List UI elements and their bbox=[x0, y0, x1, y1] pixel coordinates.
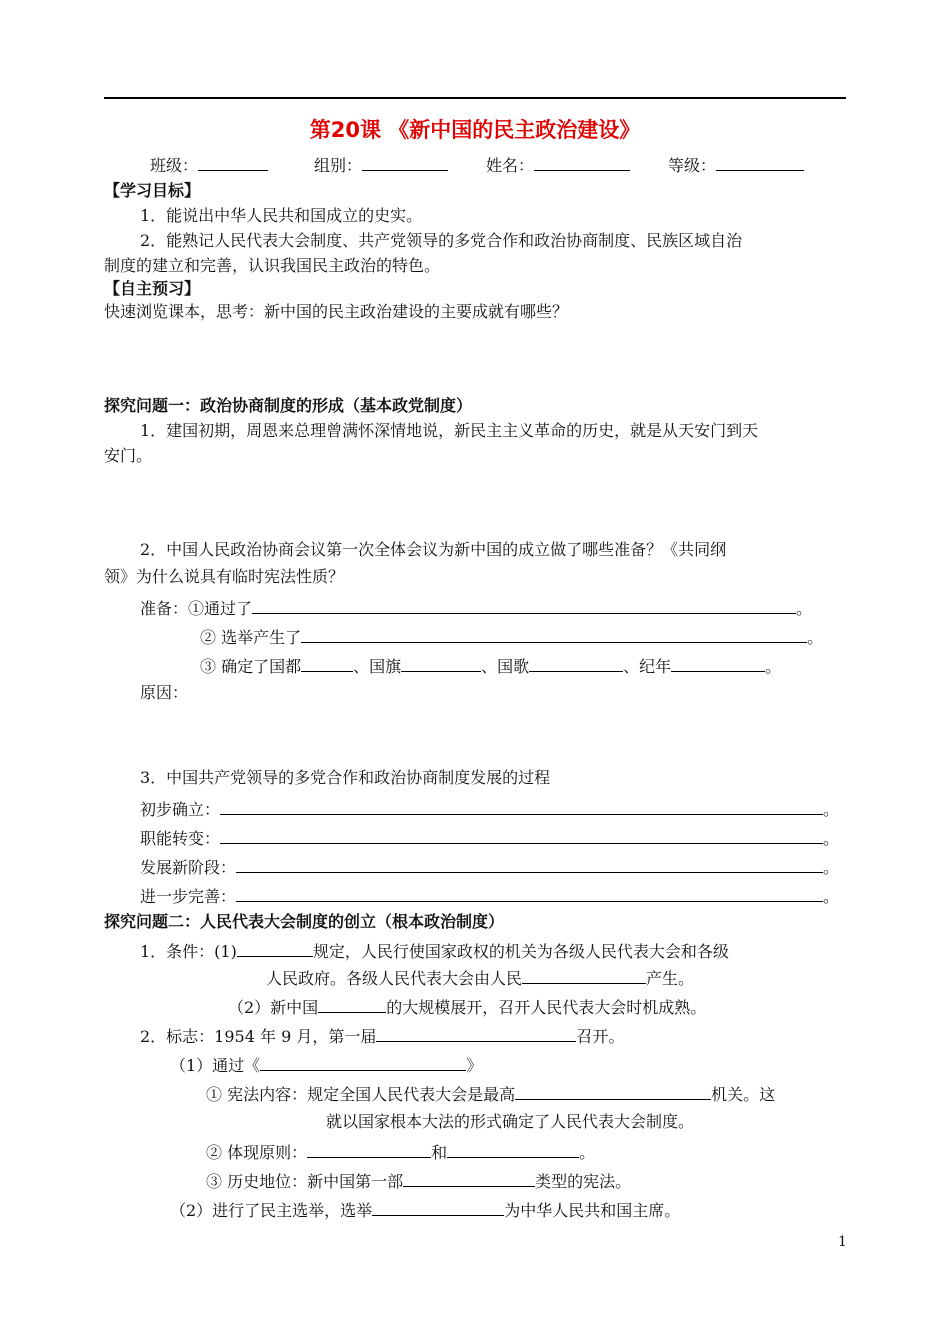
blank[interactable] bbox=[260, 1053, 466, 1071]
flag-blank[interactable] bbox=[401, 654, 481, 672]
blank[interactable] bbox=[220, 826, 823, 844]
blank[interactable] bbox=[372, 1198, 504, 1216]
prep-line-2: ② 选举产生了 。 bbox=[200, 625, 823, 649]
page-number: 1 bbox=[838, 1234, 847, 1250]
page-title: 第20课 《新中国的民主政治建设》 bbox=[309, 118, 641, 142]
prep-line-3: ③ 确定了国都 、国旗 、国歌 、纪年 。 bbox=[200, 654, 781, 678]
stage-line: 初步确立： 。 bbox=[140, 797, 839, 821]
blank[interactable] bbox=[220, 797, 823, 815]
grade-blank[interactable] bbox=[716, 153, 804, 171]
q1-para: 3．中国共产党领导的多党合作和政治协商制度发展的过程 bbox=[140, 768, 551, 787]
objective-item: 1．能说出中华人民共和国成立的史实。 bbox=[140, 206, 423, 225]
law-line: ① 宪法内容：规定全国人民代表大会是最高 机关。这 bbox=[206, 1082, 775, 1106]
blank[interactable] bbox=[376, 1024, 576, 1042]
sign-line: 2．标志：1954 年 9 月，第一届 召开。 bbox=[140, 1024, 624, 1048]
preview-heading: 【自主预习】 bbox=[104, 279, 201, 298]
blank[interactable] bbox=[447, 1140, 579, 1158]
constitution-line: （1）通过《 》 bbox=[170, 1053, 482, 1077]
preview-text: 快速浏览课本，思考：新中国的民主政治建设的主要成就有哪些？ bbox=[104, 302, 569, 321]
law-line-2: 就以国家根本大法的形式确定了人民代表大会制度。 bbox=[326, 1112, 695, 1131]
q1-para: 1．建国初期，周恩来总理曾满怀深情地说，新民主主义革命的历史，就是从天安门到天 bbox=[140, 421, 759, 440]
stage-line: 进一步完善： 。 bbox=[140, 884, 839, 908]
condition-line-1: 1．条件：(1) 规定，人民行使国家政权的机关为各级人民代表大会和各级 bbox=[140, 939, 729, 963]
q1-heading: 探究问题一：政治协商制度的形成（基本政党制度） bbox=[104, 396, 473, 415]
class-blank[interactable] bbox=[198, 153, 268, 171]
blank[interactable] bbox=[515, 1082, 711, 1100]
principle-line: ② 体现原则： 和 。 bbox=[206, 1140, 595, 1164]
capital-blank[interactable] bbox=[301, 654, 353, 672]
q1-para: 2．中国人民政治协商会议第一次全体会议为新中国的成立做了哪些准备？《共同纲 bbox=[140, 540, 727, 559]
condition-line-3: （2）新中国 的大规模展开，召开人民代表大会时机成熟。 bbox=[228, 995, 706, 1019]
blank[interactable] bbox=[403, 1169, 535, 1187]
stage-line: 发展新阶段： 。 bbox=[140, 855, 839, 879]
reason-label: 原因： bbox=[140, 683, 189, 702]
blank[interactable] bbox=[522, 966, 646, 984]
blank[interactable] bbox=[252, 596, 796, 614]
blank[interactable] bbox=[301, 625, 807, 643]
objective-item: 制度的建立和完善，认识我国民主政治的特色。 bbox=[104, 256, 441, 275]
prep-line-1: 准备：①通过了 。 bbox=[140, 596, 812, 620]
condition-line-2: 人民政府。各级人民代表大会由人民 产生。 bbox=[266, 966, 694, 990]
grade-field: 等级： bbox=[668, 153, 804, 177]
name-field: 姓名： bbox=[486, 153, 630, 177]
q1-para: 安门。 bbox=[104, 446, 153, 465]
objectives-heading: 【学习目标】 bbox=[104, 181, 201, 200]
anthem-blank[interactable] bbox=[529, 654, 623, 672]
blank[interactable] bbox=[307, 1140, 431, 1158]
group-blank[interactable] bbox=[362, 153, 448, 171]
blank[interactable] bbox=[318, 995, 386, 1013]
calendar-blank[interactable] bbox=[671, 654, 765, 672]
blank[interactable] bbox=[236, 884, 823, 902]
objective-item: 2．能熟记人民代表大会制度、共产党领导的多党合作和政治协商制度、民族区域自治 bbox=[140, 231, 743, 250]
blank[interactable] bbox=[236, 855, 823, 873]
blank[interactable] bbox=[237, 939, 313, 957]
q1-para: 领》为什么说具有临时宪法性质？ bbox=[104, 567, 345, 586]
class-field: 班级： bbox=[150, 153, 268, 177]
q2-heading: 探究问题二：人民代表大会制度的创立（根本政治制度） bbox=[104, 912, 505, 931]
history-line: ③ 历史地位：新中国第一部 类型的宪法。 bbox=[206, 1169, 631, 1193]
group-field: 组别： bbox=[314, 153, 448, 177]
stage-line: 职能转变： 。 bbox=[140, 826, 839, 850]
name-blank[interactable] bbox=[534, 153, 630, 171]
top-rule bbox=[104, 97, 846, 99]
election-line: （2）进行了民主选举，选举 为中华人民共和国主席。 bbox=[170, 1198, 680, 1222]
